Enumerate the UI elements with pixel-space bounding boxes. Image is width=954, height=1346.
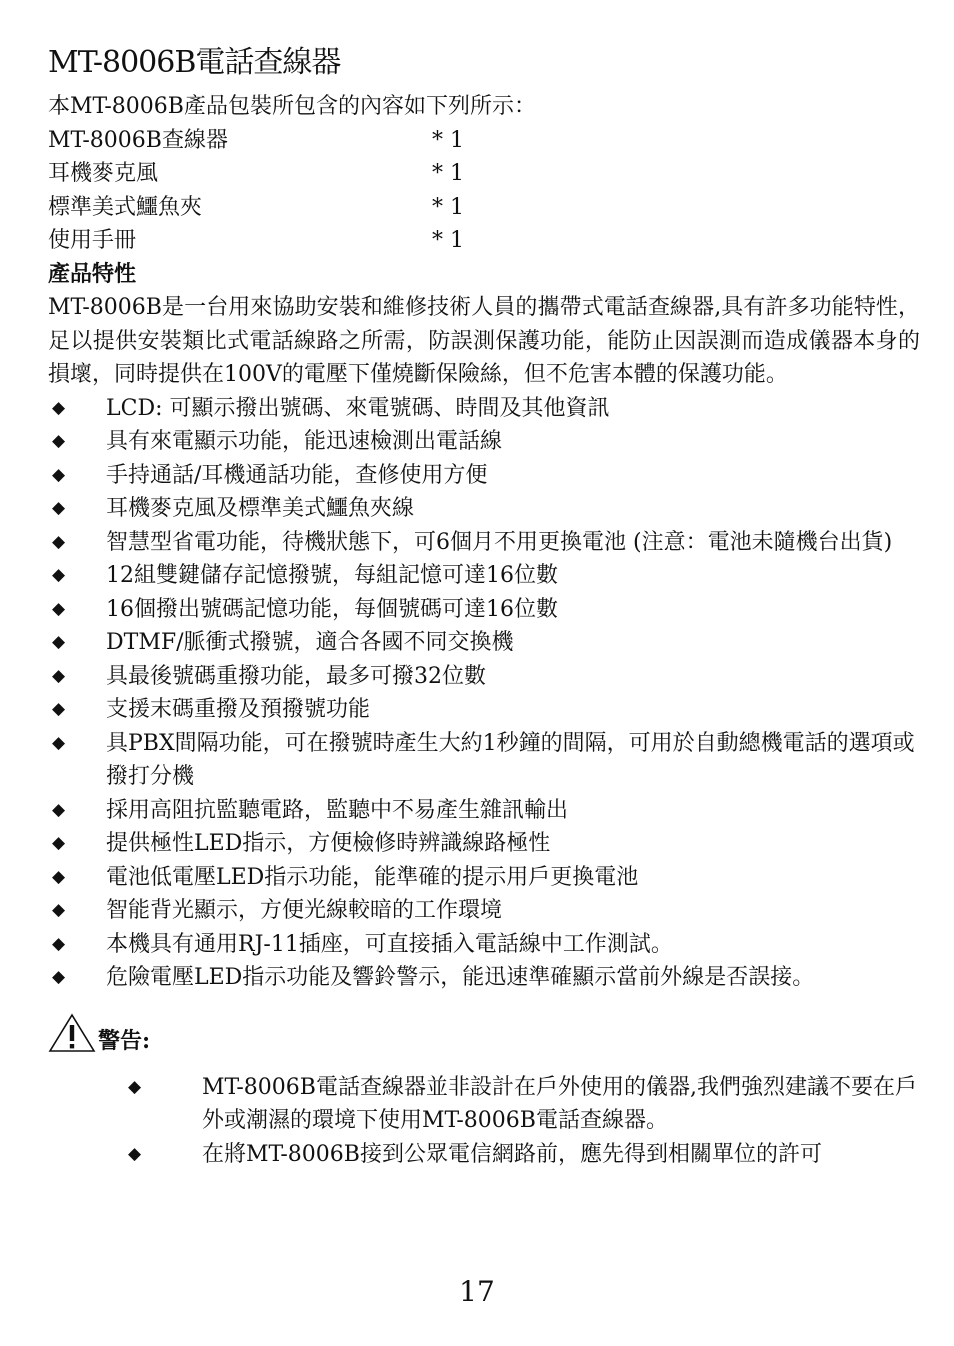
package-item bbox=[48, 157, 920, 191]
package-item-name: 耳機麥克風 bbox=[48, 161, 159, 186]
features-intro: MT-8006B是一台用來協助安裝和維修技術人員的攜帶式電話查線器,具有許多功能特性，足以提供安裝類比式電話線路之所需，防誤測保護功能，能防止因誤測而造成儀器本身的損壞，同時提供在100V的電壓下僅燒斷保險絲，但不危害本體的保護功能。 bbox=[48, 295, 920, 387]
bullet-diamond-icon: ◆ bbox=[52, 799, 66, 820]
package-item-name: 使用手冊 bbox=[48, 228, 137, 253]
bullet-diamond-icon: ◆ bbox=[52, 431, 66, 451]
feature-item-text: 智慧型省電功能，待機狀態下，可6個月不用更換電池 (注意：電池未隨機台出貨) bbox=[106, 529, 893, 555]
feature-item-text: 電池低電壓LED指示功能，能準確的提示用戶更換電池 bbox=[106, 864, 639, 890]
feature-item bbox=[48, 593, 920, 627]
bullet-diamond-icon: ◆ bbox=[52, 933, 66, 954]
feature-item-text: 本機具有通用RJ-11插座，可直接插入電話線中工作測試。 bbox=[106, 931, 673, 957]
features-heading: 產品特性 bbox=[48, 260, 137, 287]
feature-item-text: 支援末碼重撥及預撥號功能 bbox=[106, 697, 371, 722]
bullet-diamond-icon: ◆ bbox=[52, 732, 66, 753]
feature-item bbox=[48, 660, 920, 694]
feature-item bbox=[48, 459, 920, 493]
package-item-name: MT-8006B查線器 bbox=[48, 127, 228, 153]
package-item-qty: * 1 bbox=[432, 161, 464, 186]
bullet-diamond-icon: ◆ bbox=[128, 1143, 142, 1164]
feature-item-text: 具有來電顯示功能，能迅速檢測出電話線 bbox=[106, 429, 503, 454]
warning-triangle-icon bbox=[48, 1013, 96, 1053]
feature-item bbox=[48, 861, 920, 895]
package-item bbox=[48, 224, 920, 258]
warning-item-text: MT-8006B電話查線器並非設計在戶外使用的儀器,我們強烈建議不要在戶外或潮濕的環境下使用MT-8006B電話查線器。 bbox=[202, 1074, 917, 1133]
feature-item bbox=[48, 961, 920, 995]
warning-header bbox=[48, 1005, 920, 1053]
page-title: MT-8006B電話查線器 bbox=[48, 45, 341, 80]
bullet-diamond-icon: ◆ bbox=[52, 699, 66, 719]
package-item-qty: * 1 bbox=[432, 127, 464, 153]
feature-item bbox=[48, 928, 920, 962]
bullet-diamond-icon: ◆ bbox=[52, 665, 66, 686]
bullet-diamond-icon: ◆ bbox=[52, 397, 66, 418]
manual-page bbox=[48, 40, 920, 1171]
feature-item bbox=[48, 693, 920, 727]
package-item-name: 標準美式鱷魚夾 bbox=[48, 194, 203, 220]
warning-list bbox=[48, 1071, 920, 1172]
feature-item bbox=[48, 425, 920, 459]
feature-item bbox=[48, 492, 920, 526]
feature-item-text: 16個撥出號碼記憶功能，每個號碼可達16位數 bbox=[106, 596, 558, 622]
feature-item-text: 智能背光顯示，方便光線較暗的工作環境 bbox=[106, 898, 503, 923]
bullet-diamond-icon: ◆ bbox=[52, 833, 66, 853]
feature-item bbox=[48, 559, 920, 593]
feature-item bbox=[48, 894, 920, 928]
feature-item bbox=[48, 727, 920, 794]
bullet-diamond-icon: ◆ bbox=[52, 900, 66, 920]
bullet-diamond-icon: ◆ bbox=[52, 464, 66, 485]
bullet-diamond-icon: ◆ bbox=[52, 498, 66, 518]
feature-item-text: 危險電壓LED指示功能及響鈴警示，能迅速準確顯示當前外線是否誤接。 bbox=[106, 965, 815, 990]
package-intro: 本MT-8006B產品包裝所包含的內容如下列所示： bbox=[48, 94, 536, 119]
feature-item-text: DTMF/脈衝式撥號，適合各國不同交換機 bbox=[106, 630, 514, 655]
bullet-diamond-icon: ◆ bbox=[52, 967, 66, 987]
package-list bbox=[48, 124, 920, 258]
feature-item-text: 提供極性LED指示，方便檢修時辨識線路極性 bbox=[106, 831, 551, 856]
bullet-diamond-icon: ◆ bbox=[52, 632, 66, 652]
package-item-qty: * 1 bbox=[432, 228, 464, 253]
feature-item bbox=[48, 526, 920, 560]
warning-item bbox=[128, 1071, 920, 1138]
feature-item-text: 12組雙鍵儲存記憶撥號，每組記憶可達16位數 bbox=[106, 563, 558, 588]
feature-item bbox=[48, 794, 920, 828]
feature-item-text: 具PBX間隔功能，可在撥號時產生大約1秒鐘的間隔，可用於自動總機電話的選項或撥打分機 bbox=[106, 730, 915, 789]
warning-item bbox=[128, 1138, 920, 1172]
feature-item bbox=[48, 626, 920, 660]
page-number: 17 bbox=[459, 1275, 495, 1308]
bullet-diamond-icon: ◆ bbox=[52, 866, 66, 887]
feature-item-text: 採用高阻抗監聽電路，監聽中不易產生雜訊輸出 bbox=[106, 797, 569, 823]
feature-item bbox=[48, 392, 920, 426]
bullet-diamond-icon: ◆ bbox=[52, 531, 66, 552]
feature-item-text: 具最後號碼重撥功能，最多可撥32位數 bbox=[106, 663, 486, 689]
feature-item-text: 手持通話/耳機通話功能，查修使用方便 bbox=[106, 462, 488, 488]
package-item-qty: * 1 bbox=[432, 194, 464, 220]
feature-item-text: 耳機麥克風及標準美式鱷魚夾線 bbox=[106, 496, 415, 521]
warning-item-text: 在將MT-8006B接到公眾電信網路前，應先得到相關單位的許可 bbox=[202, 1141, 822, 1167]
package-item bbox=[48, 191, 920, 225]
bullet-diamond-icon: ◆ bbox=[52, 598, 66, 619]
warning-label: 警告: bbox=[98, 1027, 151, 1054]
bullet-diamond-icon: ◆ bbox=[128, 1076, 142, 1097]
feature-item-text: LCD: 可顯示撥出號碼、來電號碼、時間及其他資訊 bbox=[106, 395, 610, 421]
bullet-diamond-icon: ◆ bbox=[52, 565, 66, 585]
feature-list bbox=[48, 392, 920, 995]
feature-item bbox=[48, 827, 920, 861]
package-item bbox=[48, 124, 920, 158]
